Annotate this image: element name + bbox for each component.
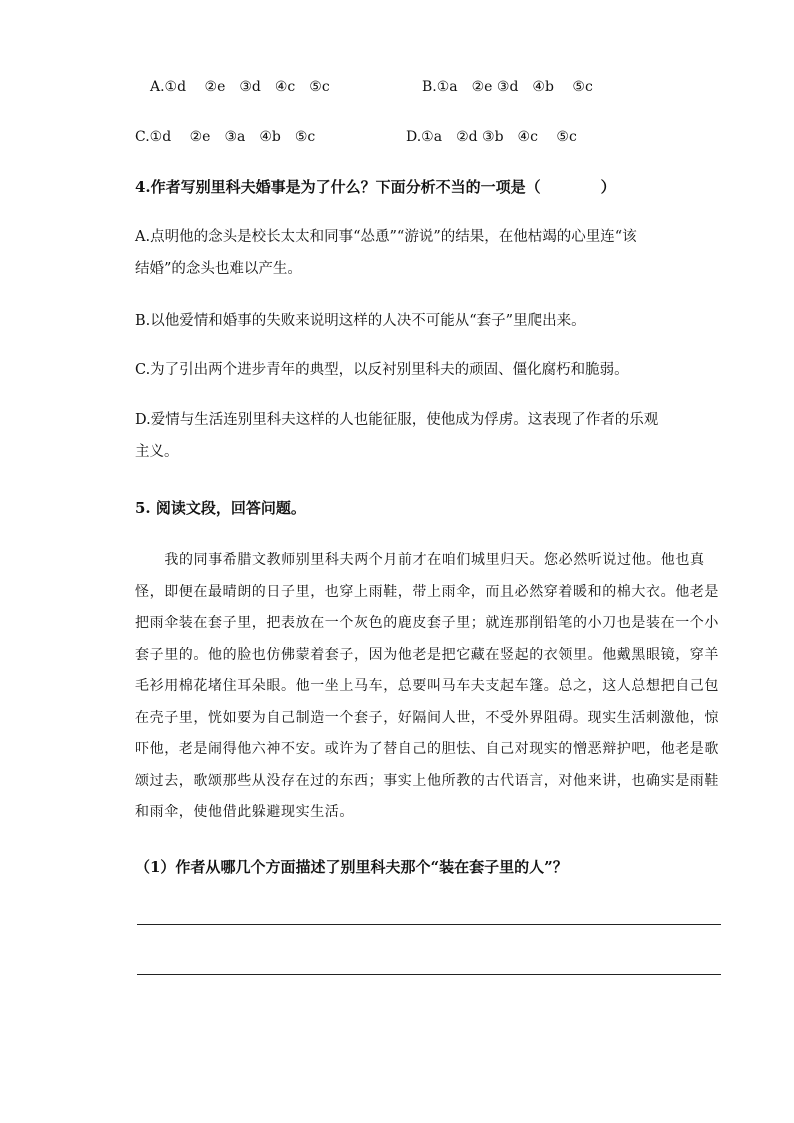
q4-option-c: C.为了引出两个进步青年的典型，以反衬别里科夫的顽固、僵化腐朽和脆弱。	[135, 362, 629, 378]
q4-option-a-line1: A.点明他的念头是校长太太和同事“怂恿”“游说”的结果，在他枯竭的心里连“该	[135, 229, 637, 245]
sub-question-1: （1）作者从哪几个方面描述了别里科夫那个“装在套子里的人”？	[135, 858, 568, 876]
q4-option-d	[135, 407, 695, 465]
q4-option-d-line2: 主义。	[135, 444, 179, 460]
question-5-title: 5. 阅读文段，回答问题。	[135, 499, 306, 517]
q3-option-a: A.①d ②e ③d ④c ⑤c	[150, 79, 330, 95]
q4-option-d-line1: D.爱情与生活连别里科夫这样的人也能征服，使他成为俘虏。这表现了作者的乐观	[135, 412, 659, 428]
q3-option-d: D.①a ②d ③b ④c ⑤c	[406, 129, 577, 145]
answer-line-2[interactable]	[137, 974, 721, 975]
q4-option-b: B.以他爱情和婚事的失败来说明这样的人决不可能从“套子”里爬出来。	[135, 313, 586, 329]
question-4-title: 4.作者写别里科夫婚事是为了什么？下面分析不当的一项是（ ）	[135, 178, 616, 196]
reading-passage	[135, 545, 725, 829]
q4-option-a	[135, 224, 695, 282]
answer-line-1[interactable]	[137, 924, 721, 925]
q3-option-b: B.①a ②e ③d ④b ⑤c	[422, 79, 593, 95]
q4-option-a-line2: 结婚”的念头也难以产生。	[135, 261, 302, 277]
passage-text: 我的同事希腊文教师别里科夫两个月前才在咱们城里归天。您必然听说过他。他也真怪，即便在最晴朗的日子里，也穿上雨鞋，带上雨伞，而且必然穿着暖和的棉大衣。他老是把雨伞装在套子里，把表放在一个灰色的鹿皮套子里；就连那削铅笔的小刀也是装在一个小套子里的。他的脸也仿佛蒙着套子，因为他老是把它藏在竖起的衣领里。他戴黑眼镜，穿羊毛衫用棉花堵住耳朵眼。他一坐上马车，总要叫马车夫支起车篷。总之，这人总想把自己包在壳子里，恍如要为自己制造一个套子，好隔间人世，不受外界阻碍。现实生活刺激他，惊吓他，老是闹得他六神不安。或许为了替自己的胆怯、自己对现实的憎恶辩护吧，他老是歌颂过去，歌颂那些从没存在过的东西；事实上他所教的古代语言，对他来讲，也确实是雨鞋和雨伞，使他借此躲避现实生活。	[135, 552, 719, 820]
q3-option-c: C.①d ②e ③a ④b ⑤c	[135, 129, 316, 145]
